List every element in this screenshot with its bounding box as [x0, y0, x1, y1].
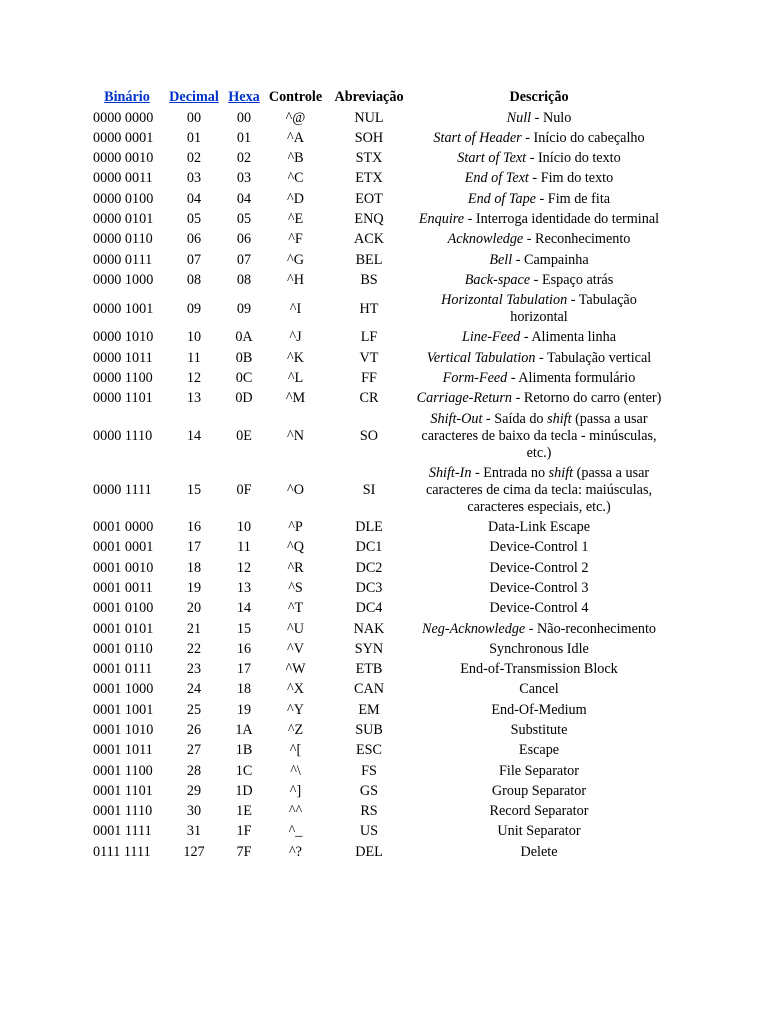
- hex-cell: 0F: [236, 481, 252, 498]
- binary-cell: 0001 1001: [93, 701, 154, 718]
- description-term: End of Text: [464, 170, 529, 187]
- hex-cell: 02: [236, 150, 252, 167]
- hex-cell: 15: [236, 620, 252, 637]
- description-cell: [410, 741, 668, 761]
- description-text: End-Of-Medium: [491, 701, 587, 718]
- description-text: - Tabulação vertical: [535, 349, 652, 366]
- description-term: shift: [547, 410, 572, 427]
- control-cell: ^^: [288, 803, 303, 820]
- description-term: Enquire: [418, 211, 465, 228]
- abbreviation-cell: DC2: [355, 559, 383, 576]
- hex-cell: 04: [236, 190, 252, 207]
- binary-cell: 0001 0000: [93, 519, 154, 536]
- hex-cell: 19: [236, 701, 252, 718]
- decimal-cell: 07: [186, 251, 202, 268]
- binary-cell: 0000 1110: [93, 427, 153, 444]
- hex-cell: 18: [236, 681, 252, 698]
- control-cell: ^@: [285, 109, 306, 126]
- abbreviation-cell: BEL: [355, 251, 383, 268]
- control-cell: ^E: [287, 211, 304, 228]
- header-binario[interactable]: [91, 87, 163, 108]
- hex-cell: 1D: [235, 782, 253, 799]
- abbreviation-cell: SUB: [355, 721, 383, 738]
- description-text: Device-Control 1: [489, 539, 589, 556]
- hex-cell: 0E: [236, 427, 252, 444]
- control-cell: ^U: [287, 620, 304, 637]
- binary-cell: 0000 0101: [93, 211, 154, 228]
- description-text: - Fim do texto: [528, 170, 614, 187]
- description-text: Substitute: [510, 721, 568, 738]
- description-cell: [410, 518, 668, 538]
- description-cell: [410, 781, 668, 801]
- decimal-cell: 22: [186, 640, 202, 657]
- abbreviation-cell: DLE: [355, 519, 383, 536]
- hex-cell: 03: [236, 170, 252, 187]
- binary-cell: 0000 1101: [93, 390, 153, 407]
- binary-cell: 0000 1111: [93, 481, 152, 498]
- decimal-cell: 30: [186, 803, 202, 820]
- description-cell: [410, 761, 668, 781]
- abbreviation-cell: FS: [361, 762, 377, 779]
- header-decimal[interactable]: [163, 87, 225, 108]
- table-body: [91, 108, 668, 862]
- binary-cell: 0000 1001: [93, 300, 154, 317]
- abbreviation-cell: EM: [358, 701, 380, 718]
- description-term: Vertical Tabulation: [426, 349, 536, 366]
- header-controle: Controle: [268, 89, 323, 105]
- control-cell: ^T: [287, 600, 304, 617]
- binary-cell: 0000 0111: [93, 251, 153, 268]
- table-row: [91, 348, 668, 368]
- description-cell: [410, 680, 668, 700]
- control-cell: ^I: [289, 300, 302, 317]
- abbreviation-cell: ETB: [355, 661, 383, 678]
- description-term: Horizontal Tabulation: [441, 292, 568, 309]
- table-row: [91, 518, 668, 538]
- description-cell: [410, 801, 668, 821]
- decimal-cell: 21: [186, 620, 202, 637]
- hex-cell: 1C: [235, 762, 253, 779]
- table-row: [91, 761, 668, 781]
- table-row: [91, 842, 668, 862]
- abbreviation-cell: ESC: [355, 742, 383, 759]
- abbreviation-cell: BS: [360, 271, 378, 288]
- description-cell: [410, 659, 668, 679]
- hex-cell: 0D: [235, 390, 253, 407]
- decimal-cell: 05: [186, 211, 202, 228]
- control-cell: ^S: [288, 579, 303, 596]
- description-term: shift: [548, 464, 574, 481]
- control-cell: ^N: [287, 427, 304, 444]
- description-cell: [410, 169, 668, 189]
- description-cell: [410, 599, 668, 619]
- control-cell: ^B: [287, 150, 304, 167]
- hex-cell: 07: [236, 251, 252, 268]
- table-row: [91, 250, 668, 270]
- binary-cell: 0001 0110: [93, 640, 153, 657]
- description-text: Record Separator: [489, 803, 589, 820]
- table-row: [91, 149, 668, 169]
- description-term: Acknowledge: [447, 231, 524, 248]
- description-term: Carriage-Return: [416, 390, 513, 407]
- abbreviation-cell: EOT: [355, 190, 383, 207]
- control-cell: ^P: [288, 519, 303, 536]
- hex-cell: 12: [236, 559, 252, 576]
- decimal-cell: 00: [186, 109, 202, 126]
- description-cell: [410, 108, 668, 128]
- table-row: [91, 639, 668, 659]
- hex-cell: 06: [236, 231, 252, 248]
- table-row: [91, 741, 668, 761]
- description-cell: [410, 209, 668, 229]
- table-row: [91, 700, 668, 720]
- table-row: [91, 169, 668, 189]
- description-text: Device-Control 4: [489, 600, 589, 617]
- binary-cell: 0000 0001: [93, 129, 154, 146]
- description-text: Device-Control 2: [489, 559, 589, 576]
- description-text: End-of-Transmission Block: [460, 661, 618, 678]
- ascii-control-table: [91, 87, 668, 862]
- decimal-cell: 20: [186, 600, 202, 617]
- hex-cell: 08: [236, 271, 252, 288]
- binary-cell: 0000 1000: [93, 271, 154, 288]
- binary-cell: 0001 1000: [93, 681, 154, 698]
- header-row: [91, 87, 668, 108]
- abbreviation-cell: ACK: [354, 231, 384, 248]
- description-cell: [410, 149, 668, 169]
- control-cell: ^V: [287, 640, 304, 657]
- description-cell: [410, 291, 668, 328]
- binary-cell: 0001 1010: [93, 721, 154, 738]
- binary-cell: 0000 1011: [93, 349, 153, 366]
- hex-cell: 1E: [236, 803, 252, 820]
- decimal-cell: 04: [186, 190, 202, 207]
- abbreviation-cell: FF: [361, 370, 377, 387]
- decimal-cell: 15: [186, 481, 202, 498]
- description-term: Line-Feed: [461, 329, 521, 346]
- table-row: [91, 720, 668, 740]
- abbreviation-cell: GS: [359, 782, 379, 799]
- abbreviation-cell: SYN: [354, 640, 384, 657]
- abbreviation-cell: CAN: [354, 681, 384, 698]
- control-cell: ^]: [289, 782, 302, 799]
- binary-cell: 0001 1100: [93, 762, 153, 779]
- table-row: [91, 389, 668, 409]
- control-cell: ^F: [288, 231, 303, 248]
- control-cell: ^A: [287, 129, 304, 146]
- table-row: [91, 578, 668, 598]
- control-cell: ^O: [287, 481, 304, 498]
- abbreviation-cell: DC1: [355, 539, 383, 556]
- description-cell: [410, 639, 668, 659]
- table-row: [91, 781, 668, 801]
- decimal-cell: 13: [186, 390, 202, 407]
- binary-cell: 0000 1100: [93, 370, 153, 387]
- description-term: Shift-Out: [430, 410, 483, 427]
- abbreviation-cell: DEL: [355, 843, 383, 860]
- control-cell: ^_: [288, 823, 303, 840]
- table-row: [91, 270, 668, 290]
- abbreviation-cell: SOH: [354, 129, 384, 146]
- abbreviation-cell: SI: [362, 481, 376, 498]
- description-text: Delete: [520, 843, 558, 860]
- control-cell: ^H: [287, 271, 304, 288]
- binary-cell: 0001 1111: [93, 823, 152, 840]
- table-row: [91, 659, 668, 679]
- binary-cell: 0001 1011: [93, 742, 153, 759]
- binary-cell: 0001 0001: [93, 539, 154, 556]
- table-row: [91, 189, 668, 209]
- description-cell: [410, 230, 668, 250]
- description-term: Neg-Acknowledge: [422, 620, 526, 637]
- decimal-cell: 08: [186, 271, 202, 288]
- description-cell: [410, 700, 668, 720]
- description-cell: [410, 578, 668, 598]
- hex-cell: 14: [236, 600, 252, 617]
- description-text: - Fim de fita: [535, 190, 611, 207]
- decimal-cell: 29: [186, 782, 202, 799]
- decimal-cell: 26: [186, 721, 202, 738]
- hex-cell: 1A: [235, 721, 253, 738]
- description-cell: [410, 348, 668, 368]
- description-term: Back-space: [464, 271, 531, 288]
- description-cell: [410, 250, 668, 270]
- control-cell: ^C: [287, 170, 304, 187]
- control-cell: ^[: [289, 742, 302, 759]
- abbreviation-cell: NAK: [353, 620, 385, 637]
- description-text: - Nulo: [531, 109, 572, 126]
- table-row: [91, 619, 668, 639]
- description-term: End of Tape: [467, 190, 536, 207]
- hex-cell: 09: [236, 300, 252, 317]
- description-term: Null: [506, 109, 532, 126]
- hex-cell: 0C: [235, 370, 253, 387]
- description-text: - Início do cabeçalho: [521, 129, 645, 146]
- binary-cell: 0001 0010: [93, 559, 154, 576]
- description-text: - Alimenta linha: [520, 329, 617, 346]
- binary-cell: 0111 1111: [93, 843, 151, 860]
- description-text: Cancel: [519, 681, 559, 698]
- hex-cell: 10: [236, 519, 252, 536]
- description-text: Group Separator: [491, 782, 587, 799]
- table-row: [91, 409, 668, 463]
- control-cell: ^J: [289, 329, 302, 346]
- description-cell: [410, 368, 668, 388]
- description-text: Data-Link Escape: [487, 519, 591, 536]
- table-row: [91, 368, 668, 388]
- description-text: - Retorno do carro (enter): [512, 390, 662, 407]
- description-cell: [410, 389, 668, 409]
- control-cell: ^?: [289, 843, 302, 860]
- table-row: [91, 463, 668, 517]
- description-text: - Entrada no: [471, 464, 549, 481]
- description-cell: [410, 842, 668, 862]
- table-row: [91, 291, 668, 328]
- decimal-cell: 23: [186, 661, 202, 678]
- decimal-cell: 24: [186, 681, 202, 698]
- table-row: [91, 680, 668, 700]
- table-row: [91, 538, 668, 558]
- description-text: - Tabulação horizontal: [510, 292, 637, 326]
- description-text: - Campainha: [512, 251, 589, 268]
- binary-cell: 0001 0011: [93, 579, 153, 596]
- hex-cell: 05: [236, 211, 252, 228]
- control-cell: ^\: [290, 762, 301, 779]
- control-cell: ^X: [287, 681, 304, 698]
- binary-cell: 0001 0111: [93, 661, 153, 678]
- description-cell: [410, 720, 668, 740]
- table-row: [91, 599, 668, 619]
- description-cell: [410, 463, 668, 517]
- abbreviation-cell: DC3: [355, 579, 383, 596]
- hex-cell: 00: [236, 109, 252, 126]
- description-text: - Saída do: [482, 410, 548, 427]
- description-text: - Reconhecimento: [523, 231, 631, 248]
- hex-cell: 7F: [236, 843, 252, 860]
- decimal-cell: 11: [187, 349, 201, 366]
- abbreviation-cell: HT: [359, 300, 379, 317]
- abbreviation-cell: NUL: [354, 109, 384, 126]
- description-text: Device-Control 3: [489, 579, 589, 596]
- binary-cell: 0001 1101: [93, 782, 153, 799]
- description-text: File Separator: [499, 762, 579, 779]
- binary-cell: 0000 0000: [93, 109, 154, 126]
- description-text: Escape: [518, 742, 560, 759]
- description-text: Synchronous Idle: [489, 640, 589, 657]
- control-cell: ^Y: [287, 701, 304, 718]
- control-cell: ^G: [287, 251, 304, 268]
- description-text: (passa a usar caracteres de cima da tecla: maiúsculas, caracteres especiais, etc.): [425, 464, 653, 515]
- hex-cell: 16: [236, 640, 252, 657]
- hexa-link[interactable]: Hexa: [228, 89, 260, 105]
- binary-cell: 0000 0011: [93, 170, 153, 187]
- decimal-cell: 16: [186, 519, 202, 536]
- abbreviation-cell: RS: [360, 803, 378, 820]
- control-cell: ^K: [287, 349, 304, 366]
- decimal-cell: 06: [186, 231, 202, 248]
- binary-cell: 0000 0010: [93, 150, 154, 167]
- table-row: [91, 558, 668, 578]
- description-term: Shift-In: [428, 464, 472, 481]
- abbreviation-cell: CR: [359, 390, 379, 407]
- hex-cell: 11: [237, 539, 251, 556]
- abbreviation-cell: ETX: [355, 170, 383, 187]
- decimal-cell: 02: [186, 150, 202, 167]
- abbreviation-cell: ENQ: [354, 211, 384, 228]
- description-cell: [410, 189, 668, 209]
- description-term: Bell: [489, 251, 513, 268]
- binary-cell: 0001 0100: [93, 600, 154, 617]
- abbreviation-cell: VT: [359, 349, 379, 366]
- decimal-cell: 127: [183, 843, 205, 860]
- decimal-cell: 18: [186, 559, 202, 576]
- description-term: Form-Feed: [442, 370, 508, 387]
- hex-cell: 13: [236, 579, 252, 596]
- description-cell: [410, 558, 668, 578]
- decimal-cell: 31: [186, 823, 202, 840]
- hex-cell: 0B: [235, 349, 253, 366]
- control-cell: ^Q: [287, 539, 304, 556]
- description-term: Start of Header: [433, 129, 522, 146]
- table-row: [91, 328, 668, 348]
- description-text: - Interroga identidade do terminal: [464, 211, 660, 228]
- decimal-cell: 28: [186, 762, 202, 779]
- description-text: (passa a usar caracteres de baixo da tecla - minúsculas, etc.): [421, 410, 657, 461]
- header-abreviacao: Abreviação: [334, 89, 404, 105]
- description-cell: [410, 328, 668, 348]
- decimal-cell: 10: [186, 329, 202, 346]
- binario-link[interactable]: Binário: [104, 89, 150, 105]
- binary-cell: 0001 0101: [93, 620, 154, 637]
- description-text: - Início do texto: [526, 150, 621, 167]
- hex-cell: 01: [236, 129, 252, 146]
- control-cell: ^M: [285, 390, 306, 407]
- control-cell: ^R: [287, 559, 304, 576]
- table-row: [91, 128, 668, 148]
- binary-cell: 0000 0100: [93, 190, 154, 207]
- abbreviation-cell: DC4: [355, 600, 383, 617]
- binary-cell: 0000 1010: [93, 329, 154, 346]
- table-row: [91, 801, 668, 821]
- header-hexa[interactable]: [225, 87, 263, 108]
- control-cell: ^D: [287, 190, 304, 207]
- description-text: - Alimenta formulário: [507, 370, 636, 387]
- decimal-cell: 12: [186, 370, 202, 387]
- description-cell: [410, 128, 668, 148]
- abbreviation-cell: SO: [359, 427, 379, 444]
- decimal-cell: 03: [186, 170, 202, 187]
- table-row: [91, 822, 668, 842]
- description-cell: [410, 538, 668, 558]
- hex-cell: 0A: [235, 329, 253, 346]
- decimal-link[interactable]: Decimal: [169, 89, 219, 105]
- decimal-cell: 17: [186, 539, 202, 556]
- table-row: [91, 209, 668, 229]
- binary-cell: 0000 0110: [93, 231, 153, 248]
- control-cell: ^W: [285, 661, 306, 678]
- description-text: - Não-reconhecimento: [525, 620, 656, 637]
- decimal-cell: 25: [186, 701, 202, 718]
- header-descricao: Descrição: [509, 89, 569, 105]
- control-cell: ^Z: [287, 721, 304, 738]
- description-text: Unit Separator: [497, 823, 581, 840]
- binary-cell: 0001 1110: [93, 803, 153, 820]
- description-text: - Espaço atrás: [530, 271, 614, 288]
- description-cell: [410, 619, 668, 639]
- decimal-cell: 14: [186, 427, 202, 444]
- description-cell: [410, 409, 668, 463]
- abbreviation-cell: US: [359, 823, 379, 840]
- hex-cell: 1B: [235, 742, 253, 759]
- decimal-cell: 01: [186, 129, 202, 146]
- hex-cell: 1F: [236, 823, 252, 840]
- abbreviation-cell: STX: [355, 150, 383, 167]
- description-term: Start of Text: [457, 150, 527, 167]
- table-row: [91, 230, 668, 250]
- table-row: [91, 108, 668, 128]
- abbreviation-cell: LF: [360, 329, 378, 346]
- hex-cell: 17: [236, 661, 252, 678]
- decimal-cell: 27: [186, 742, 202, 759]
- description-cell: [410, 270, 668, 290]
- control-cell: ^L: [287, 370, 304, 387]
- decimal-cell: 19: [186, 579, 202, 596]
- decimal-cell: 09: [186, 300, 202, 317]
- description-cell: [410, 822, 668, 842]
